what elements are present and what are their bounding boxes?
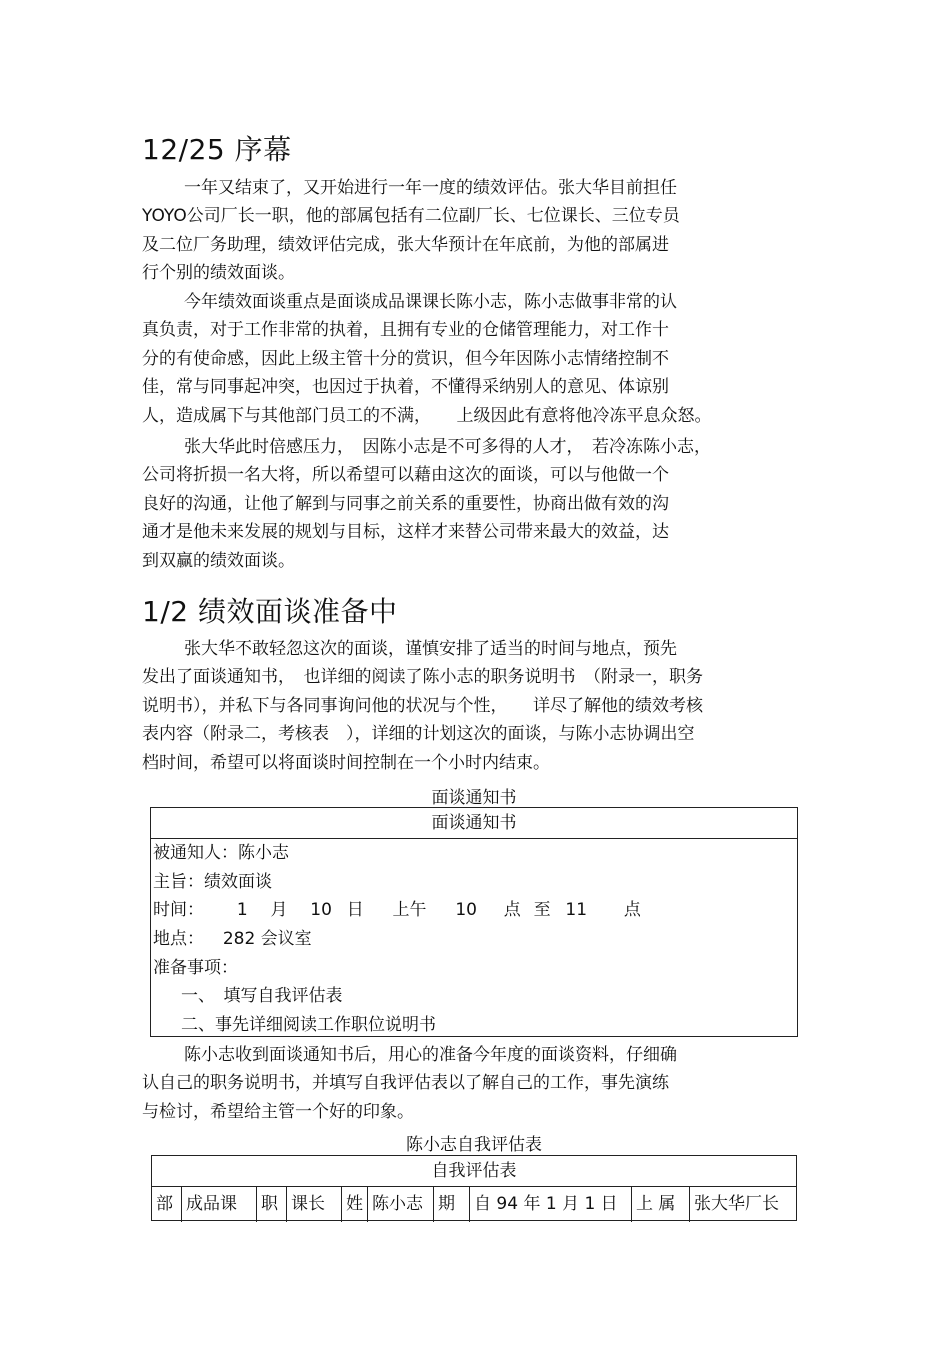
text-line: YOYO公司厂长一职，他的部属包括有二位副厂长、七位课长、三位专员 [142, 206, 680, 227]
text-line: 表内容（附录二，考核表 ），详细的计划这次的面谈，与陈小志协调出空 [142, 724, 695, 745]
section-heading-prologue: 12/25 序幕 [142, 133, 292, 166]
paragraph-intro [142, 174, 792, 288]
paragraph-focus [142, 288, 792, 430]
text-line: 公司将折损一名大将，所以希望可以藉由这次的面谈，可以与他做一个 [142, 465, 669, 486]
period-label-cell: 期 [434, 1187, 470, 1222]
end-hour-unit: 点 [623, 900, 641, 921]
day-unit: 日 [346, 900, 364, 921]
to-word: 至 [533, 900, 551, 921]
position-label-cell: 职 [257, 1187, 287, 1222]
supervisor-label-cell: 上 属 [632, 1187, 690, 1222]
text-line: 今年绩效面谈重点是面谈成品课课长陈小志，陈小志做事非常的认 [184, 292, 677, 312]
text-line: 张大华此时倍感压力， 因陈小志是不可多得的人才， 若冷冻陈小志， [184, 437, 711, 457]
dept-label-cell: 部 [152, 1187, 182, 1222]
end-hour: 11 [565, 900, 588, 921]
text-line: 与检讨，希望给主管一个好的印象。 [142, 1101, 414, 1122]
text-line: 一年又结束了，又开始进行一年一度的绩效评估。张大华目前担任 [184, 178, 677, 198]
text-line: 佳，常与同事起冲突，也因过于执着，不懂得采纳别人的意见、体谅别 [142, 377, 669, 398]
text-line: 张大华不敢轻忽这次的面谈，谨慎安排了适当的时间与地点，预先 [184, 639, 677, 659]
section-heading-preparation: 1/2 绩效面谈准备中 [142, 595, 398, 628]
self-eval-header: 自我评估表 [152, 1156, 796, 1187]
paragraph-pressure [142, 433, 792, 575]
paragraph-preparation [142, 635, 792, 777]
prep-item: 二、事先详细阅读工作职位说明书 [181, 1015, 436, 1036]
notice-header: 面谈通知书 [151, 808, 797, 839]
notice-caption: 面谈通知书 [431, 788, 517, 808]
name-label-cell: 姓 [342, 1187, 368, 1222]
period-value-cell: 自 94 年 1 月 1 日 [470, 1187, 632, 1222]
text-line: 陈小志收到面谈通知书后，用心的准备今年度的面谈资料，仔细确 [184, 1045, 677, 1065]
text-line: 认自己的职务说明书，并填写自我评估表以了解自己的工作，事先演练 [142, 1073, 669, 1094]
dept-value-cell: 成品课 [182, 1187, 257, 1222]
month-unit: 月 [270, 900, 288, 921]
start-hour-unit: 点 [503, 900, 521, 921]
text-line: 到双赢的绩效面谈。 [142, 550, 295, 571]
notice-place-row [151, 925, 797, 954]
subject-value: 绩效面谈 [204, 871, 272, 892]
self-eval-row [152, 1187, 796, 1222]
prep-label: 准备事项： [153, 957, 238, 978]
start-hour: 10 [455, 900, 477, 921]
place-label: 地点： [153, 929, 204, 950]
position-value-cell: 课长 [287, 1187, 342, 1222]
period-value: 上午 [392, 900, 427, 921]
prep-item: 一、 填写自我评估表 [181, 986, 343, 1007]
day-value: 10 [310, 900, 332, 921]
text-line: 人，造成属下与其他部门员工的不满， 上级因此有意将他冷冻平息众怒。 [142, 405, 712, 426]
text-line: 分的有使命感，因此上级主管十分的赏识，但今年因陈小志情绪控制不 [142, 348, 669, 369]
notice-prep-row [151, 954, 797, 983]
recipient-label: 被通知人： [153, 843, 238, 863]
text-line: 行个别的绩效面谈。 [142, 263, 295, 284]
month-value: 1 [236, 900, 248, 921]
text-line: 发出了面谈通知书， 也详细的阅读了陈小志的职务说明书 （附录一，职务 [142, 667, 703, 688]
place-value: 会议室 [260, 929, 312, 950]
interview-notice-table [150, 807, 798, 1037]
text-line: 真负责，对于工作非常的执着，且拥有专业的仓储管理能力，对工作十 [142, 320, 669, 341]
self-eval-caption: 陈小志自我评估表 [406, 1135, 542, 1155]
text-line: 及二位厂务助理，绩效评估完成，张大华预计在年底前，为他的部属进 [142, 234, 669, 255]
notice-subject-row [151, 868, 797, 897]
self-evaluation-table [151, 1155, 797, 1221]
place-number: 282 [222, 929, 256, 950]
text-line: 档时间，希望可以将面谈时间控制在一个小时内结束。 [142, 752, 550, 773]
supervisor-value-cell: 张大华厂长 [694, 1194, 779, 1214]
name-value-cell: 陈小志 [368, 1187, 434, 1222]
time-label: 时间： [153, 900, 204, 921]
text-line: 良好的沟通，让他了解到与同事之前关系的重要性，协商出做有效的沟 [142, 493, 669, 514]
paragraph-after-notice [142, 1041, 792, 1126]
recipient-value: 陈小志 [238, 843, 289, 863]
notice-time-row [151, 896, 797, 925]
text-line: 说明书），并私下与各同事询问他的状况与个性， 详尽了解他的绩效考核 [142, 695, 703, 716]
notice-recipient-row [151, 839, 797, 868]
subject-label: 主旨： [153, 871, 204, 892]
text-line: 通才是他未来发展的规划与目标，这样才来替公司带来最大的效益，达 [142, 522, 669, 543]
